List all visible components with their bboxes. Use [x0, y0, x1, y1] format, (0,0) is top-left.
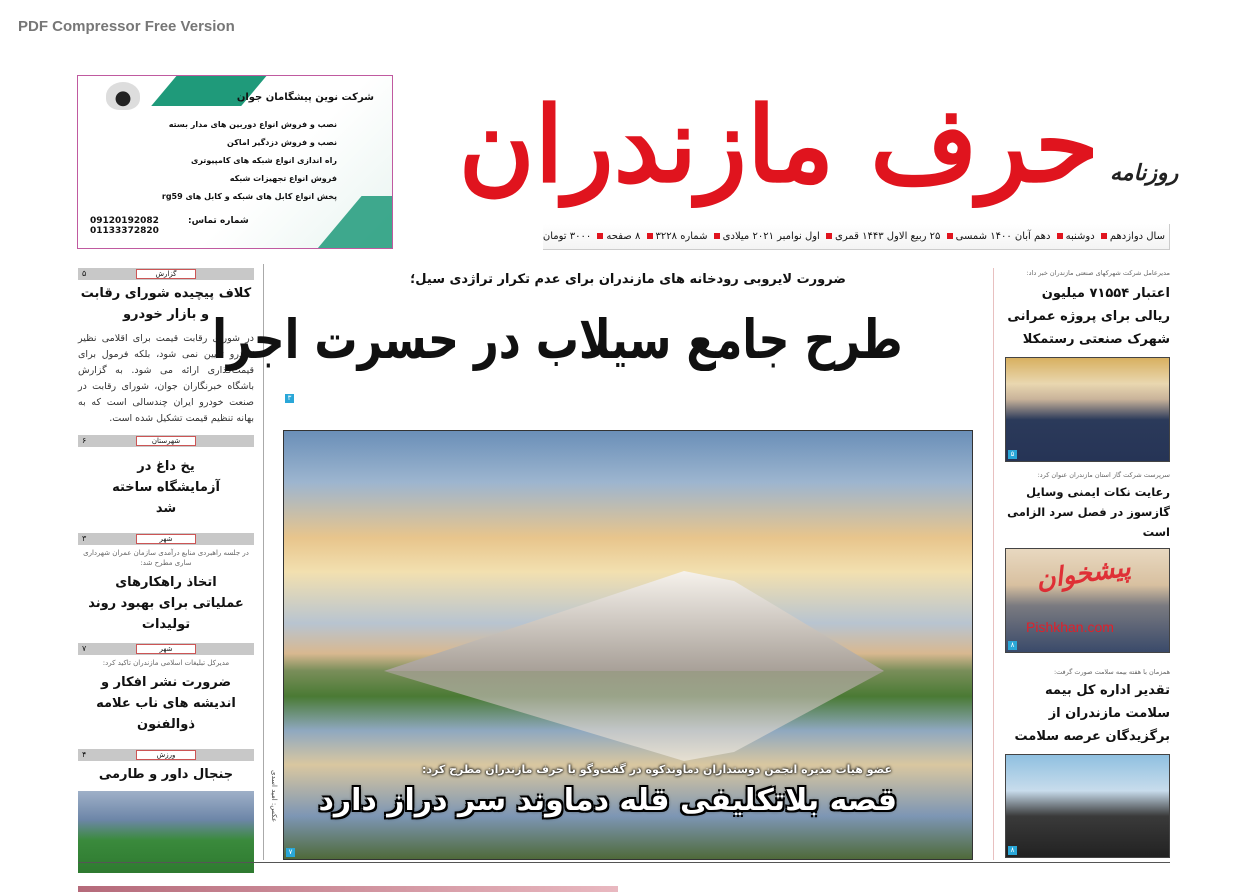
- ad-phone: 09120192082: [90, 216, 159, 226]
- next-section-banner: [78, 886, 618, 892]
- kicker: سرپرست شرکت گاز استان مازندران عنوان کرد:: [1037, 471, 1170, 479]
- kicker: همزمان با هفته بیمه سلامت صورت گرفت:: [1053, 668, 1170, 676]
- ad-service: نصب و فروش دزدگیر اماکن: [227, 138, 337, 147]
- page-number: ۳: [82, 534, 87, 543]
- watermark-en: Pishkhan.com: [1026, 619, 1114, 635]
- pdf-compressor-note: PDF Compressor Free Version: [18, 18, 235, 35]
- watermark-fa: پیشخوان: [1034, 552, 1133, 596]
- section-label: شهرستان: [136, 436, 196, 446]
- ad-phone-label: شماره تماس:: [188, 216, 249, 226]
- kicker: در جلسه راهبردی منابع درآمدی سازمان عمران شهرداری ساری مطرح شد:: [83, 549, 249, 567]
- headline[interactable]: ضرورت نشر افکار و اندیشه های ناب علامه ذوالفنون: [96, 675, 236, 732]
- ad-service: پخش انواع کابل های شبکه و کابل های rg59: [161, 192, 337, 201]
- article-photo[interactable]: [1005, 357, 1170, 462]
- masthead-daily-label: روزنامه: [1110, 160, 1179, 186]
- photo-credit: عکس: امید اسدی: [270, 770, 278, 823]
- section-bar: [78, 268, 254, 280]
- kicker: مدیرکل تبلیغات اسلامی مازندران تاکید کرد:: [102, 659, 230, 667]
- advertisement: [77, 75, 393, 249]
- column-divider: [993, 268, 994, 860]
- main-kicker: ضرورت لایروبی رودخانه های مازندران برای عدم تکرار تراژدی سیل؛: [410, 272, 846, 287]
- camera-icon: [106, 82, 140, 110]
- mountain-shape: [384, 571, 884, 671]
- headline[interactable]: کلاف پیچیده شورای رقابت و بازار خودرو: [80, 286, 252, 322]
- page-badge: ۷: [286, 848, 295, 857]
- ad-service: فروش انواع تجهیزات شبکه: [229, 174, 337, 183]
- watermark: [1006, 549, 1169, 652]
- dateline-item: دهم آبان ۱۴۰۰ شمسی: [955, 231, 1051, 242]
- ad-phones: [90, 216, 159, 236]
- page-badge: ۵: [1008, 450, 1017, 459]
- page-number: ۴: [82, 750, 87, 759]
- section-bar: [78, 749, 254, 761]
- headline[interactable]: اعتبار ۷۱۵۵۴ میلیون ریالی برای پروژه عمرانی شهرک صنعتی رستمکلا: [1007, 286, 1170, 347]
- ad-company: شرکت نوین پیشگامان جوان: [236, 92, 374, 103]
- ad-service: نصب و فروش انواع دوربین های مدار بسته: [168, 120, 337, 129]
- section-label: گزارش: [136, 269, 196, 279]
- section-label: ورزش: [136, 750, 196, 760]
- dateline-item: ۸ صفحه: [606, 231, 641, 242]
- dateline-items: [543, 224, 1165, 250]
- right-column: [1005, 268, 1170, 866]
- ad-service: راه اندازی انواع شبکه های کامپیوتری: [191, 156, 337, 165]
- headline[interactable]: رعایت نکات ایمنی وسایل گازسوز در فصل سرد الزامی است: [1007, 485, 1170, 539]
- kicker: مدیرعامل شرکت شهرکهای صنعتی مازندران خبر داد:: [1026, 269, 1170, 277]
- dateline-item: اول نوامبر ۲۰۲۱ میلادی: [722, 231, 820, 242]
- headline[interactable]: اتخاذ راهکارهای عملیاتی برای بهبود روند تولیدات: [88, 575, 244, 632]
- headline[interactable]: یخ داغ در آزمایشگاه ساخته شد: [112, 459, 220, 516]
- section-bar: [78, 533, 254, 545]
- page-badge: ۸: [1008, 641, 1017, 650]
- page-badge: ۳: [285, 394, 294, 403]
- article-body: در شورای رقابت قیمت برای اقلامی نظیر خودرو تعیین نمی شود، بلکه فرمول برای قیمت‌گذاری ارائه می شود. به گزارش باشگاه خبرنگاران جوان، شورای رقابت در صنعت خودرو ایران چندسالی است که به بهانه تنظیم قیمت تشکیل شده است.: [78, 333, 254, 424]
- bottom-rule: [78, 862, 1170, 863]
- dateline-item: سال دوازدهم: [1109, 231, 1165, 242]
- main-headline[interactable]: طرح جامع سیلاب در حسرت اجرا: [212, 308, 903, 371]
- section-bar: [78, 435, 254, 447]
- page-number: ۵: [82, 269, 87, 278]
- photo-headline[interactable]: قصه بلاتکلیفی قله دماوند سر دراز دارد: [318, 783, 897, 818]
- newspaper-masthead: حرف مازندران: [458, 83, 1100, 206]
- dateline-item: دوشنبه: [1065, 231, 1095, 242]
- sports-photo[interactable]: [78, 791, 254, 873]
- headline[interactable]: جنجال داور و طارمی: [98, 767, 234, 782]
- page-badge: ۸: [1008, 846, 1017, 855]
- dateline: [543, 224, 1170, 250]
- headline[interactable]: تقدیر اداره کل بیمه سلامت مازندران از برگزیدگان عرصه سلامت: [1014, 683, 1170, 744]
- section-bar: [78, 643, 254, 655]
- mountain-reflection: [384, 671, 884, 761]
- article-photo[interactable]: [1005, 754, 1170, 858]
- page-number: ۷: [82, 644, 87, 653]
- dateline-item: شماره ۳۲۲۸: [655, 231, 708, 242]
- photo-kicker: عضو هیات مدیره انجمن دوستداران دماوندکوه در گفت‌وگو با حرف مازندران مطرح کرد:: [421, 763, 892, 776]
- damavand-photo[interactable]: [283, 430, 973, 860]
- ad-phone: 01133372820: [90, 226, 159, 236]
- section-label: شهر: [136, 534, 196, 544]
- ad-services: [162, 116, 337, 206]
- section-label: شهر: [136, 644, 196, 654]
- dateline-item: ۲۵ ربیع الاول ۱۴۴۳ قمری: [835, 231, 941, 242]
- article-photo[interactable]: [1005, 548, 1170, 653]
- page-number: ۶: [82, 436, 87, 445]
- dateline-item: ۳۰۰۰ تومان: [542, 231, 592, 242]
